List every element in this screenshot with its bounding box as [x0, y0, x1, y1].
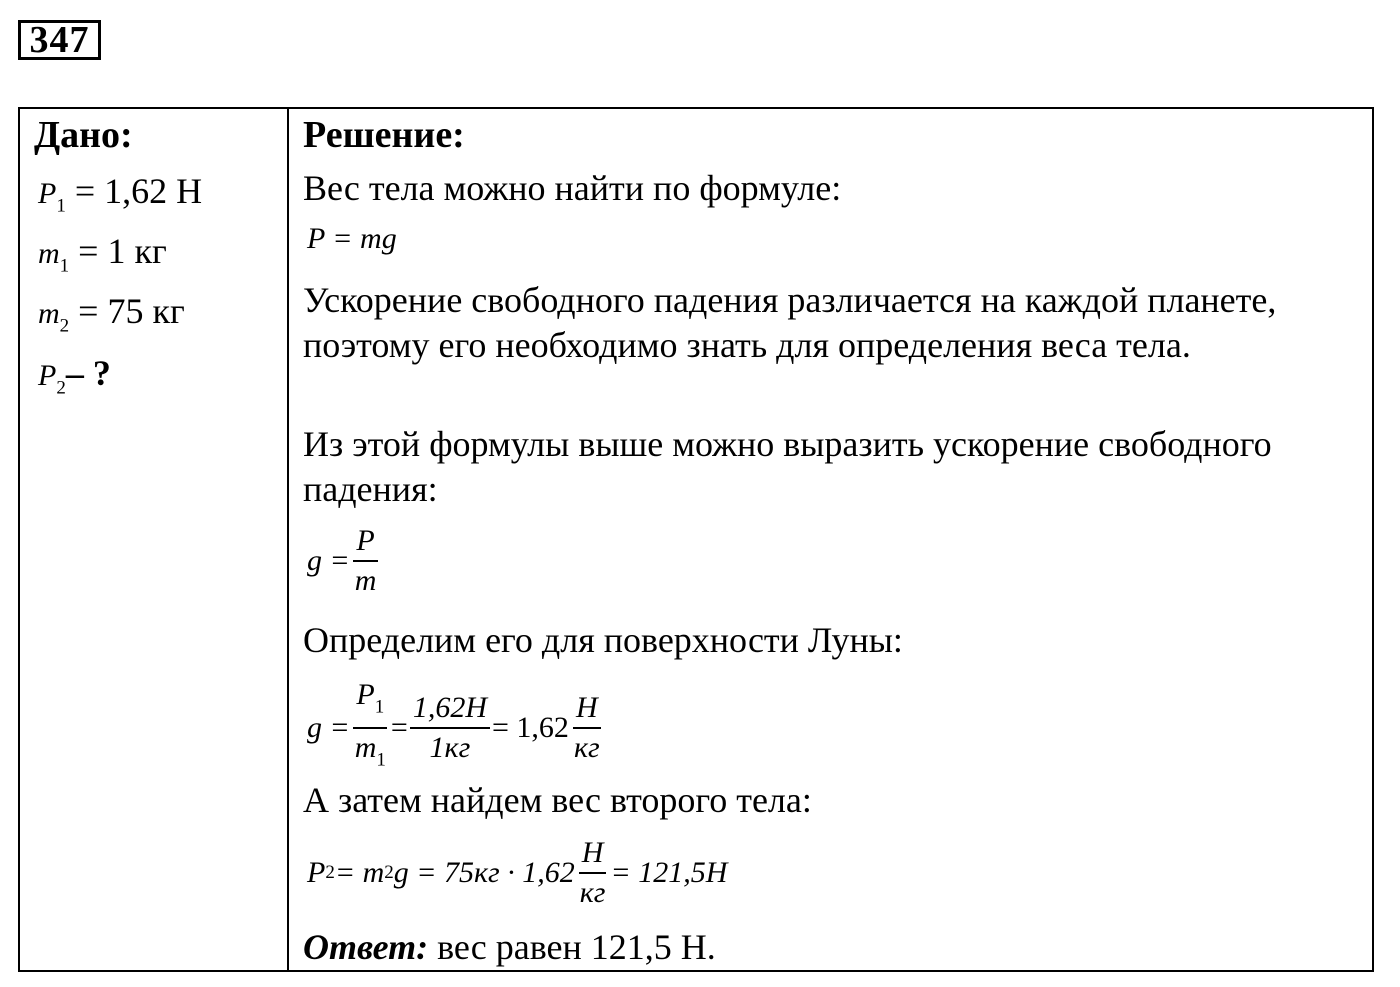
answer-line [303, 926, 716, 968]
fraction-h-over-kg: $\frac{Н}{кг}$ [573, 690, 600, 764]
fraction-p-over-m: $\frac{P}{m}$ [354, 524, 377, 597]
given-p2-unknown: $P_2-$ ? [38, 353, 111, 399]
solution-paragraph-1: Вес тела можно найти по формуле: [303, 168, 842, 208]
solution-paragraph-5: А затем найдем вес второго тела: [303, 780, 812, 820]
answer-text: вес равен 121,5 Н. [428, 927, 716, 967]
given-header: Дано: [34, 114, 133, 156]
problem-number: 347 [18, 20, 101, 60]
fraction-h-over-kg-2: $\frac{Н}{кг}$ [579, 836, 606, 909]
given-column [34, 110, 284, 399]
formula-g-moon: g = $\frac{P_1}{m_1}$ = $\frac{1,62Н}{1кг}$ = 1,62 $\frac{Н}{кг}$ [307, 678, 605, 777]
solution-paragraph-2: Ускорение свободного падения различается на каждой планете, поэтому его необходимо знать для определения веса тела. [303, 280, 1277, 365]
formula-p2: P 2 = m 2 g = 75кг · 1,62 $\frac{Н}{кг}$ = 121,5Н [307, 836, 728, 909]
solution-header: Решение: [303, 114, 465, 156]
given-m2: $m_2 = 75$ кг [38, 291, 185, 337]
fraction-162h-over-1kg: $\frac{1,62Н}{1кг}$ [410, 691, 490, 765]
fraction-p1-over-m1: $\frac{P_1}{m_1}$ [354, 678, 386, 771]
given-m1: $m_1 = 1$ кг [38, 231, 167, 277]
answer-label: Ответ: [303, 927, 429, 967]
solution-paragraph-4: Определим его для поверхности Луны: [303, 620, 903, 660]
solution-column [303, 110, 1363, 967]
formula-weight: P = mg [307, 222, 397, 255]
solution-paragraph-3: Из этой формулы выше можно выразить ускорение свободного падения: [303, 424, 1272, 509]
formula-g-expression: g = $\frac{P}{m}$ [307, 524, 381, 598]
given-p1: $P_1 = 1,62$ Н [38, 171, 203, 217]
column-divider [287, 107, 289, 972]
